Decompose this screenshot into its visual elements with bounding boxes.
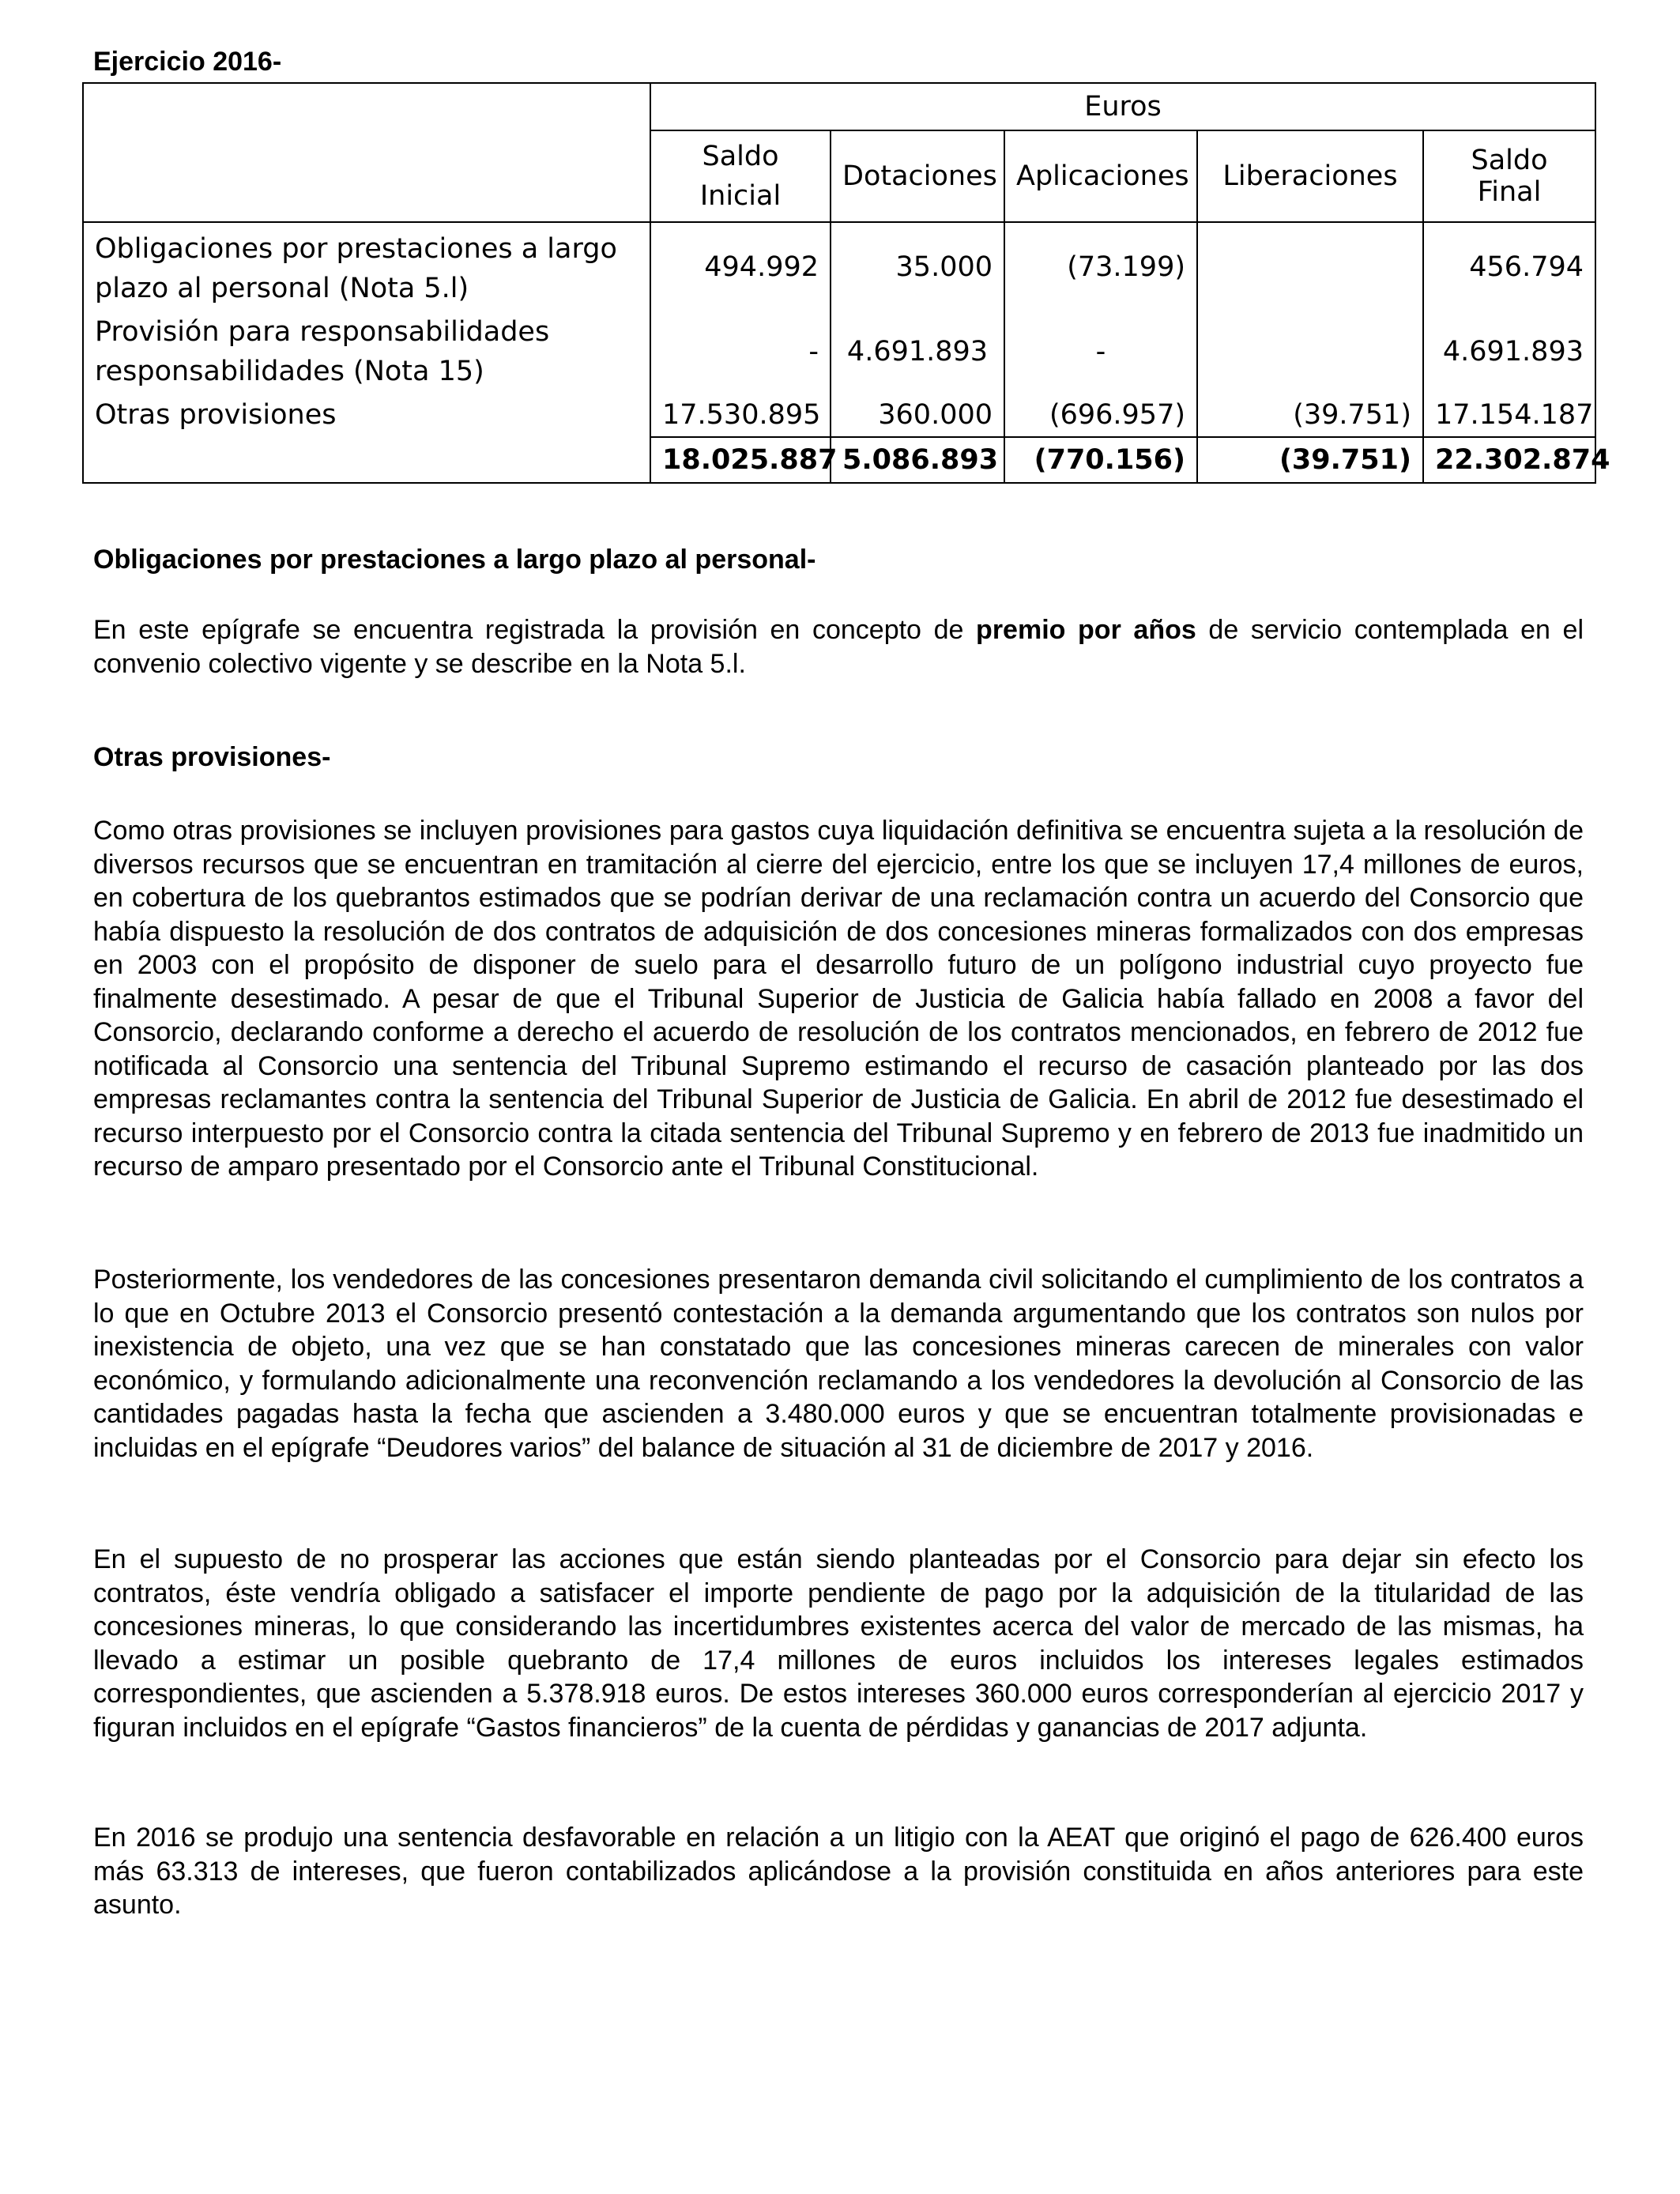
total-value: (770.156) — [1004, 437, 1197, 483]
cell-value: - — [1004, 311, 1197, 393]
cell-value: 17.530.895 — [650, 393, 831, 437]
cell-value — [1197, 311, 1423, 393]
provisions-table-wrap — [82, 82, 1610, 484]
provisions-table — [82, 82, 1610, 484]
table-row — [83, 393, 1595, 437]
cell-value: 456.794 — [1423, 222, 1595, 311]
paragraph-block — [93, 1263, 1584, 1465]
col-header-saldo-final: Saldo Final — [1423, 130, 1595, 222]
col-header-dotaciones: Dotaciones — [831, 130, 1004, 222]
paragraph-text: de servicio contemplada en el convenio colectivo vigente y se describe en la Nota 5.l. — [93, 615, 1584, 679]
row-label: Provisión para responsabilidades responsabilidades (Nota 15) — [83, 311, 650, 393]
table-row — [83, 222, 1595, 311]
row-label: Obligaciones por prestaciones a largo plazo al personal (Nota 5.l) — [83, 222, 650, 311]
section-obligaciones-body — [93, 613, 1584, 680]
cell-value: 4.691.893 — [831, 311, 1004, 393]
total-value: 5.086.893 — [831, 437, 1004, 483]
cell-value: 4.691.893 — [1423, 311, 1595, 393]
table-currency-row — [83, 83, 1595, 130]
row-label: Otras provisiones — [83, 393, 650, 437]
paragraph: En 2016 se produjo una sentencia desfavorable en relación a un litigio con la AEAT que originó el pago de 626.400 euros más 63.313 de intereses, que fueron contabilizados aplicándose a la provisión constituida en años anteriores para este asunto. — [93, 1823, 1584, 1920]
paragraph: Posteriormente, los vendedores de las concesiones presentaron demanda civil solicitando el cumplimiento de los contratos a lo que en Octubre 2013 el Consorcio presentó contestación a la demanda argumentando que los contratos son nulos por inexistencia de objeto, una vez que se han constatado que las concesiones mineras carecen de minerales con valor económico, y formulando adicionalmente una reconvención reclamando a los vendedores la devolución al Consorcio de las cantidades pagadas hasta la fecha que ascienden a 3.480.000 euros y que se encuentran totalmente provisionadas e incluidas en el epígrafe “Deudores varios” del balance de situación al 31 de diciembre de 2017 y 2016. — [93, 1265, 1584, 1463]
paragraph — [93, 613, 1584, 680]
cell-value: - — [650, 311, 831, 393]
cell-value: 360.000 — [831, 393, 1004, 437]
total-label-cell — [83, 437, 650, 483]
section-heading: Obligaciones por prestaciones a largo plazo al personal- — [93, 545, 816, 575]
document-page — [93, 46, 1584, 77]
total-value: 22.302.874 — [1423, 437, 1595, 483]
total-value: (39.751) — [1197, 437, 1423, 483]
total-value: 18.025.887 — [650, 437, 831, 483]
col-header-saldo-inicial: Saldo Inicial — [650, 130, 831, 222]
paragraph: Como otras provisiones se incluyen provisiones para gastos cuya liquidación definitiva se encuentra sujeta a la resolución de diversos recursos que se encuentran en tramitación al cierre del ejercicio, entre los que se incluyen 17,4 millones de euros, en cobertura de los quebrantos estimados que se podrían derivar de una reclamación contra un acuerdo del Consorcio que había dispuesto la resolución de dos contratos de adquisición de dos concesiones mineras formalizados con dos empresas en 2003 con el propósito de disponer de suelo para el desarrollo futuro de un polígono industrial cuyo proyecto fue finalmente desestimado. A pesar de que el Tribunal Superior de Justicia de Galicia había fallado en 2008 a favor del Consorcio, declarando conforme a derecho el acuerdo de resolución de los contratos mencionados, en febrero de 2012 fue notificada al Consorcio una sentencia del Tribunal Supremo estimando el recurso de casación planteado por las dos empresas reclamantes contra la sentencia del Tribunal Superior de Justicia de Galicia. En abril de 2012 fue desestimado el recurso interpuesto por el Consorcio contra la citada sentencia del Tribunal Supremo y en febrero de 2013 fue inadmitido un recurso de amparo presentado por el Consorcio ante el Tribunal Constitucional. — [93, 816, 1584, 1182]
paragraph-block — [93, 1543, 1584, 1744]
section-obligaciones — [93, 544, 1584, 575]
cell-value: (39.751) — [1197, 393, 1423, 437]
col-header-aplicaciones: Aplicaciones — [1004, 130, 1197, 222]
col-header-liberaciones: Liberaciones — [1197, 130, 1423, 222]
table-corner-cell — [83, 83, 650, 222]
section-otras-provisiones — [93, 741, 1584, 773]
paragraph-block — [93, 814, 1584, 1184]
emphasis-text: premio por años — [976, 615, 1196, 645]
cell-value: (73.199) — [1004, 222, 1197, 311]
paragraph-text: En este epígrafe se encuentra registrada la provisión en concepto de — [93, 615, 977, 645]
cell-value: 17.154.187 — [1423, 393, 1595, 437]
paragraph-block — [93, 1821, 1584, 1922]
cell-value: (696.957) — [1004, 393, 1197, 437]
cell-value: 35.000 — [831, 222, 1004, 311]
paragraph: En el supuesto de no prosperar las acciones que están siendo planteadas por el Consorcio para dejar sin efecto los contratos, éste vendría obligado a satisfacer el importe pendiente de pago por la adquisición de la titularidad de las concesiones mineras, lo que considerando las incertidumbres existentes acerca del valor de mercado de las mismas, ha llevado a estimar un posible quebranto de 17,4 millones de euros incluidos los intereses legales estimados correspondientes, que ascienden a 5.378.918 euros. De estos intereses 360.000 euros corresponderían al ejercicio 2017 y figuran incluidos en el epígrafe “Gastos financieros” de la cuenta de pérdidas y ganancias de 2017 adjunta. — [93, 1544, 1584, 1743]
table-total-row — [83, 437, 1595, 483]
table-row — [83, 311, 1595, 393]
currency-header: Euros — [650, 83, 1595, 130]
cell-value: 494.992 — [650, 222, 831, 311]
exercise-title: Ejercicio 2016- — [93, 47, 282, 77]
cell-value — [1197, 222, 1423, 311]
section-heading: Otras provisiones- — [93, 742, 331, 772]
